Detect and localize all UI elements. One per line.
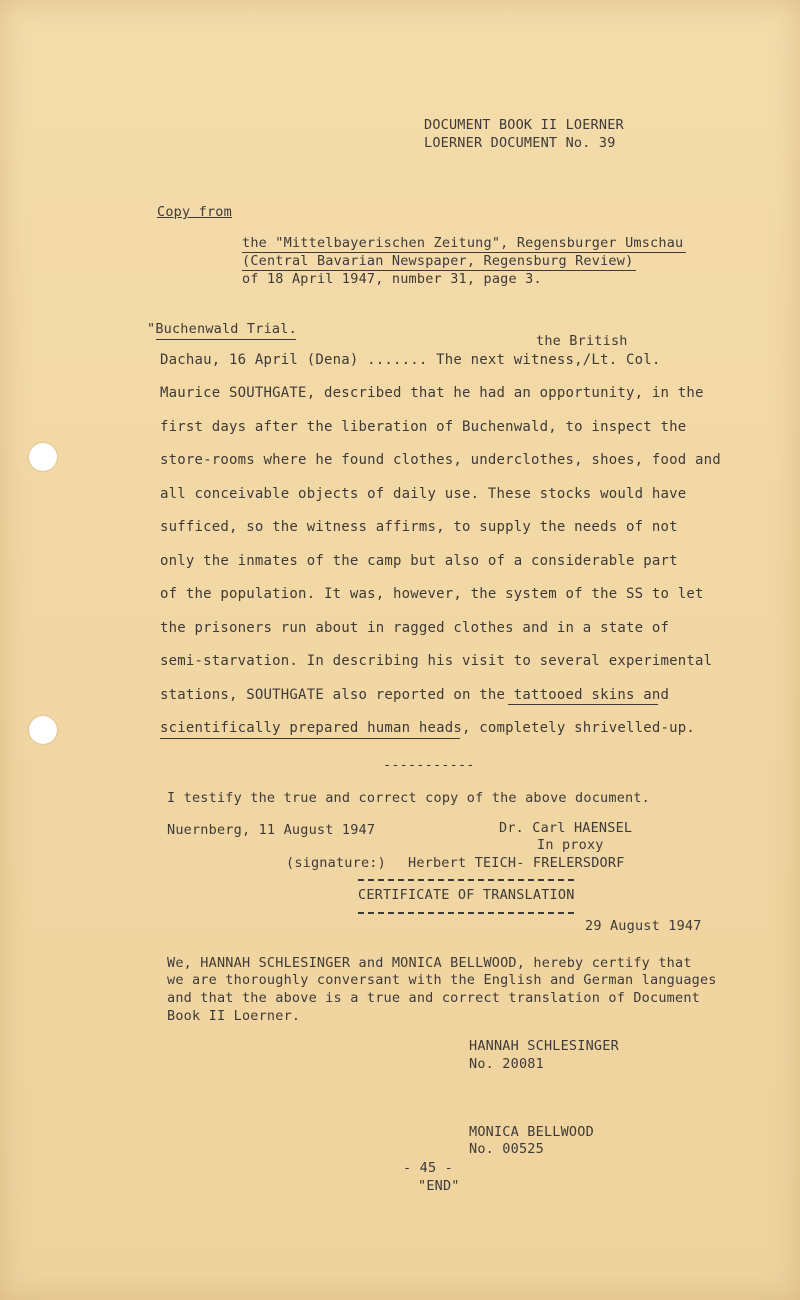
- certificate-title: CERTIFICATE OF TRANSLATION: [358, 887, 575, 903]
- article-line: scientifically prepared human heads, completely shrivelled-up.: [160, 720, 695, 736]
- certificate-line: and that the above is a true and correct translation of Document: [167, 990, 700, 1006]
- certificate-line: We, HANNAH SCHLESINGER and MONICA BELLWOOD, hereby certify that: [167, 955, 692, 971]
- article-line: first days after the liberation of Buchenwald, to inspect the: [160, 419, 687, 435]
- source-line-3: of 18 April 1947, number 31, page 3.: [242, 271, 542, 287]
- article-line: Maurice SOUTHGATE, described that he had an opportunity, in the: [160, 385, 704, 401]
- attestation-in-proxy: In proxy: [537, 837, 604, 853]
- attestation-statement: I testify the true and correct copy of the above document.: [167, 790, 651, 806]
- article-line: only the inmates of the camp but also of a considerable part: [160, 553, 678, 569]
- signer-2-number: No. 00525: [469, 1141, 544, 1157]
- underline-human-heads: [160, 738, 460, 739]
- certificate-rule-bottom: [358, 912, 574, 914]
- underline-tattooed-skins: [508, 704, 658, 705]
- source-line-1: the "Mittelbayerischen Zeitung", Regensburger Umschau: [242, 235, 684, 251]
- article-line: the prisoners run about in ragged clothes and in a state of: [160, 620, 670, 636]
- signature-label: (signature:): [286, 855, 386, 871]
- copy-from-label: Copy from: [157, 204, 232, 220]
- source-line-2: (Central Bavarian Newspaper, Regensburg Review): [242, 253, 634, 269]
- article-line: stations, SOUTHGATE also reported on the tattooed skins and: [160, 687, 670, 703]
- certificate-rule-top: [358, 879, 574, 881]
- document-book-label: DOCUMENT BOOK II LOERNER: [424, 117, 624, 133]
- end-marker: "END": [418, 1178, 460, 1194]
- document-number-label: LOERNER DOCUMENT No. 39: [424, 135, 616, 151]
- attestation-place-date: Nuernberg, 11 August 1947: [167, 822, 376, 838]
- signer-1-number: No. 20081: [469, 1056, 544, 1072]
- punch-hole: [29, 716, 57, 744]
- article-line: semi-starvation. In describing his visit to several experimental: [160, 653, 713, 669]
- signer-1-name: HANNAH SCHLESINGER: [469, 1038, 619, 1054]
- article-separator: -----------: [383, 757, 475, 773]
- article-heading-underline: [156, 339, 296, 340]
- page-number: - 45 -: [403, 1160, 453, 1176]
- certificate-line: Book II Loerner.: [167, 1008, 301, 1024]
- certificate-date: 29 August 1947: [585, 918, 702, 934]
- proxy-name: Herbert TEICH- FRELERSDORF: [408, 855, 625, 871]
- certificate-line: we are thoroughly conversant with the English and German languages: [167, 972, 717, 988]
- article-line: of the population. It was, however, the system of the SS to let: [160, 586, 704, 602]
- article-line: sufficed, so the witness affirms, to supply the needs of not: [160, 519, 678, 535]
- article-line: Dachau, 16 April (Dena) ....... The next witness,/Lt. Col.: [160, 352, 661, 368]
- article-heading: "Buchenwald Trial.: [147, 321, 297, 337]
- attestation-name: Dr. Carl HAENSEL: [499, 820, 633, 836]
- signer-2-name: MONICA BELLWOOD: [469, 1124, 594, 1140]
- handwritten-insertion: the British: [536, 333, 628, 349]
- punch-hole: [29, 443, 57, 471]
- article-line: store-rooms where he found clothes, underclothes, shoes, food and: [160, 452, 721, 468]
- article-line: all conceivable objects of daily use. These stocks would have: [160, 486, 687, 502]
